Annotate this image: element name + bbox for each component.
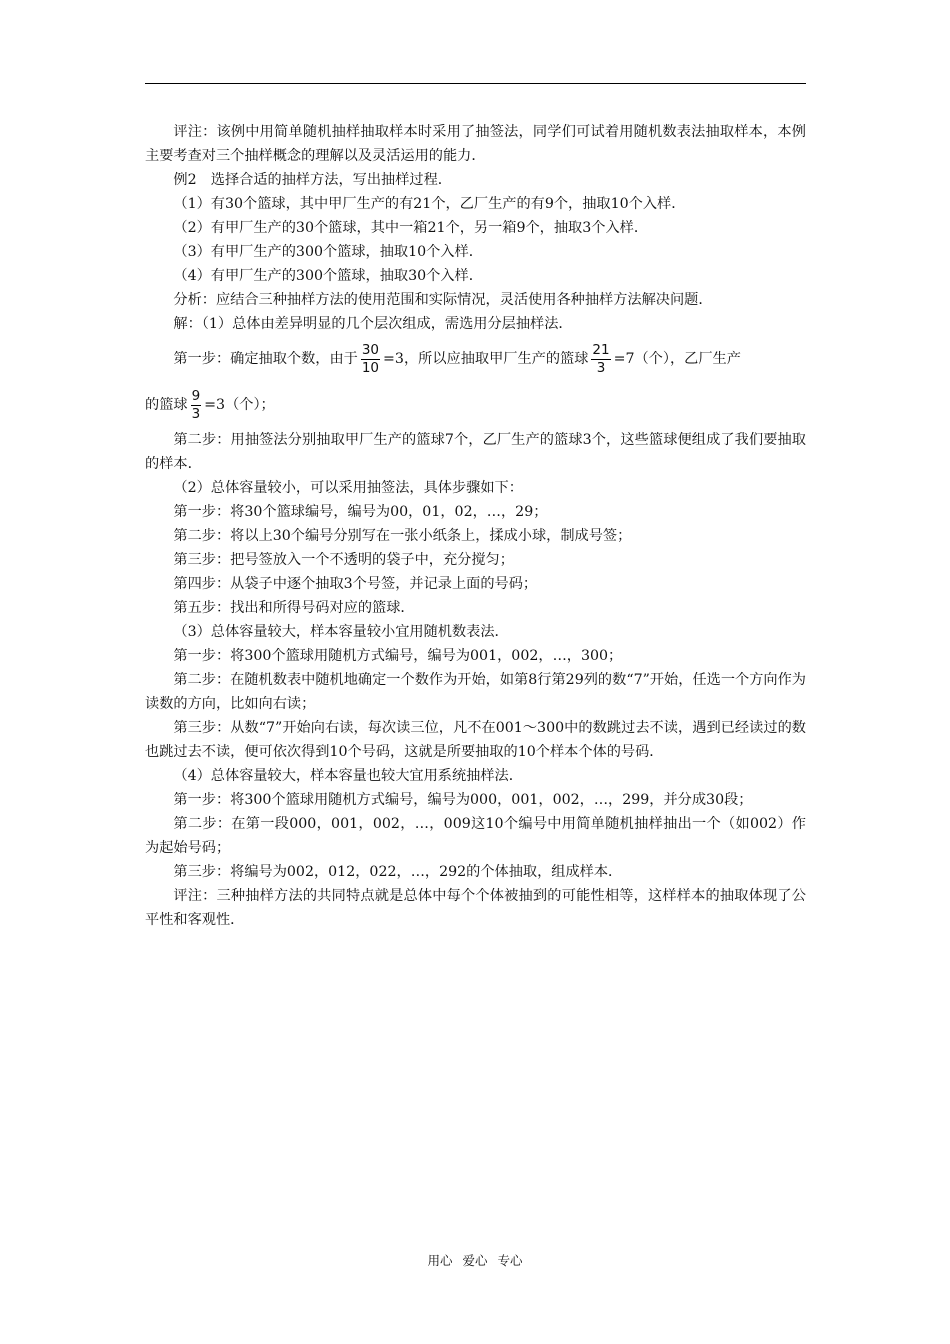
document-body <box>145 120 806 932</box>
solution-2-step-3: 第三步：把号签放入一个不透明的袋子中，充分搅匀； <box>173 552 514 568</box>
fraction-denominator: 3 <box>596 359 606 376</box>
question-3: （3）有甲厂生产的300个篮球，抽取10个入样． <box>173 244 483 260</box>
header-rule <box>145 83 806 84</box>
step1-text-d: 的篮球 <box>145 397 188 413</box>
step1-text-e: =3（个）； <box>204 397 275 413</box>
step1-text-c: =7（个），乙厂生产 <box>613 351 741 367</box>
solution-1-step-2: 第二步：用抽签法分别抽取甲厂生产的篮球7个，乙厂生产的篮球3个，这些篮球便组成了我们要抽取的样本． <box>145 432 806 472</box>
fraction-30-10 <box>361 342 380 377</box>
question-2: （2）有甲厂生产的30个篮球，其中一箱21个，另一箱9个，抽取3个入样． <box>173 220 649 236</box>
example-2-title: 例2 选择合适的抽样方法，写出抽样过程． <box>173 172 452 188</box>
question-1: （1）有30个篮球，其中甲厂生产的有21个，乙厂生产的有9个，抽取10个入样． <box>173 196 686 212</box>
solution-1-intro: 解：（1）总体由差异明显的几个层次组成，需选用分层抽样法． <box>173 316 573 332</box>
step1-text-b: =3，所以应抽取甲厂生产的篮球 <box>383 351 589 367</box>
fraction-21-3 <box>591 342 610 377</box>
fraction-numerator: 21 <box>592 341 610 358</box>
fraction-numerator: 9 <box>191 387 201 404</box>
solution-2-intro: （2）总体容量较小，可以采用抽签法，具体步骤如下： <box>173 480 523 496</box>
page-footer: 用心 爱心 专心 <box>427 1253 523 1268</box>
solution-3-step-3: 第三步：从数“7”开始向右读，每次读三位，凡不在001～300中的数跳过去不读，遇到已经读过的数也跳过去不读，便可依次得到10个号码，这就是所要抽取的10个样本个体的号码． <box>145 720 806 760</box>
solution-1-step-1-cont <box>145 382 806 428</box>
solution-3-intro: （3）总体容量较大，样本容量较小宜用随机数表法． <box>173 624 509 640</box>
comment-paragraph-2: 评注：三种抽样方法的共同特点就是总体中每个个体被抽到的可能性相等，这样样本的抽取体现了公平性和客观性． <box>145 888 806 928</box>
analysis-paragraph: 分析：应结合三种抽样方法的使用范围和实际情况，灵活使用各种抽样方法解决问题． <box>173 292 713 308</box>
fraction-denominator: 3 <box>191 405 201 422</box>
solution-2-step-5: 第五步：找出和所得号码对应的篮球． <box>173 600 415 616</box>
solution-4-intro: （4）总体容量较大，样本容量也较大宜用系统抽样法． <box>173 768 523 784</box>
question-4: （4）有甲厂生产的300个篮球，抽取30个入样． <box>173 268 483 284</box>
solution-1-step-1 <box>145 336 806 382</box>
solution-3-step-1: 第一步：将300个篮球用随机方式编号，编号为001，002，…，300； <box>173 648 623 664</box>
solution-2-step-1: 第一步：将30个篮球编号，编号为00，01，02，…，29； <box>173 504 548 520</box>
step1-text-a: 第一步：确定抽取个数，由于 <box>173 351 358 367</box>
solution-2-step-4: 第四步：从袋子中逐个抽取3个号签，并记录上面的号码； <box>173 576 538 592</box>
fraction-numerator: 30 <box>361 341 380 358</box>
solution-4-step-2: 第二步：在第一段000，001，002，…，009这10个编号中用简单随机抽样抽出一个（如002）作为起始号码； <box>145 816 806 856</box>
solution-4-step-3: 第三步：将编号为002，012，022，…，292的个体抽取，组成样本． <box>173 864 623 880</box>
solution-2-step-2: 第二步：将以上30个编号分别写在一张小纸条上，揉成小球，制成号签； <box>173 528 632 544</box>
comment-paragraph-1: 评注：该例中用简单随机抽样抽取样本时采用了抽签法，同学们可试着用随机数表法抽取样本，本例主要考查对三个抽样概念的理解以及灵活运用的能力． <box>145 124 806 164</box>
fraction-9-3 <box>191 388 202 423</box>
solution-3-step-2: 第二步：在随机数表中随机地确定一个数作为开始，如第8行第29列的数“7”开始，任选一个方向作为读数的方向，比如向右读； <box>145 672 806 712</box>
solution-4-step-1: 第一步：将300个篮球用随机方式编号，编号为000，001，002，…，299，并分成30段； <box>173 792 753 808</box>
fraction-denominator: 10 <box>361 359 380 376</box>
